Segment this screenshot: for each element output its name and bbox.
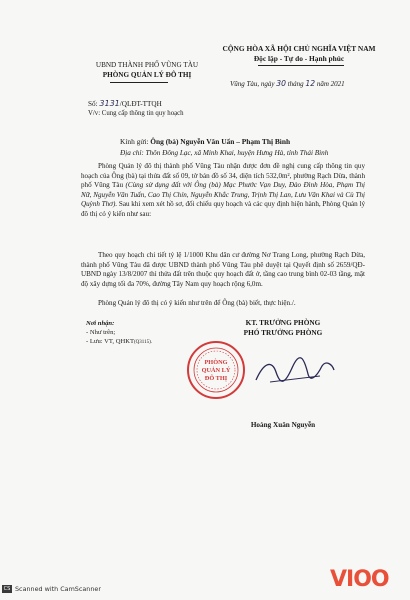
scanner-text: Scanned with CamScanner xyxy=(15,585,101,593)
handwritten-signature-icon xyxy=(250,352,340,392)
signer-name: Hoàng Xuân Nguyễn xyxy=(250,421,316,429)
recipient-item: - Lưu: VT, QHKT(Q3115). xyxy=(86,338,153,345)
recipient-address: Địa chỉ: Thôn Đông Lạc, xã Minh Khai, huyện Hưng Hà, tỉnh Thái Bình xyxy=(120,149,329,157)
nation-line-2: Độc lập - Tự do - Hạnh phúc xyxy=(253,53,345,63)
signature-title-2: PHÓ TRƯỞNG PHÒNG xyxy=(243,327,323,337)
seal-text-line-3: ĐÔ THỊ xyxy=(204,375,228,382)
greeting: Kính gửi: Ông (bà) Nguyễn Văn Uẩn – Phạm Thị Bình xyxy=(120,137,291,146)
seal-text-line-2: QUẢN LÝ xyxy=(201,367,231,374)
recipient-name: Ông (bà) Nguyễn Văn Uẩn – Phạm Thị Bình xyxy=(150,137,291,146)
nation-line-1: CỘNG HÒA XÃ HỘI CHỦ NGHĨA VIỆT NAM xyxy=(222,44,376,53)
org-line-2: PHÒNG QUẢN LÝ ĐÔ THỊ xyxy=(102,70,192,79)
signature-block xyxy=(208,318,358,337)
national-motto xyxy=(214,44,384,63)
camscanner-icon: CS xyxy=(3,586,11,592)
paragraph-3: Phòng Quản lý đô thị có ý kiến như trên để Ông (bà) biết, thực hiện./. xyxy=(98,299,296,307)
official-seal-icon xyxy=(186,340,246,400)
document-subject: V/v: Cung cấp thông tin quy hoạch xyxy=(88,110,184,117)
document-date: Vũng Tàu, ngày 30 tháng 12 năm 2021 xyxy=(230,79,345,88)
nation-underline xyxy=(258,65,344,66)
seal-text-line-1: PHÒNG xyxy=(204,359,228,366)
recipients-title: Nơi nhận: xyxy=(86,320,115,327)
paragraph-2: Theo quy hoạch chi tiết tỷ lệ 1/1000 Khu dân cư đường Nơ Trang Long, phường Rạch Dừa, thành phố Vũng Tàu đã được UBND thành phố Vũng Tàu phê duyệt tại Quyết định số 2659/QĐ-UBND ngày 13/8/2007 thì thửa đất trên thuộc quy hoạch đất ở, tầng cao trung bình 02-03 tầng, mật độ xây dựng tối đa 70%, đường Tây Nam quy hoạch rộng 6,0m. xyxy=(81,251,365,288)
brand-logo: VIOO xyxy=(330,567,389,592)
recipient-item: - Như trên; xyxy=(86,329,116,336)
handwritten-number: 3131 xyxy=(99,99,120,108)
paragraph-1: Phòng Quản lý đô thị thành phố Vũng Tàu nhận được đơn đề nghị cung cấp thông tin quy hoạch của Ông (bà) tại thửa đất số 09, tờ bản đồ số 34, diện tích 532,0m², phường Rạch Dừa, thành phố Vũng Tàu (Cùng sử dụng đất với Ông (bà) Mạc Phước Vạn Duy, Đào Đình Hòa, Phạm Thị Nữ, Nguyễn Văn Tuấn, Cao Thị Chín, Nguyễn Khắc Trung, Trịnh Thị Lan, Lưu Văn Khai và Cù Thị Quỳnh Thơ). Sau khi xem xét hồ sơ, đối chiếu quy hoạch và các quy định hiện hành, Phòng Quản lý đô thị có ý kiến như sau: xyxy=(81,162,365,218)
date-day: 30 xyxy=(276,79,286,88)
signature-title-1: KT. TRƯỞNG PHÒNG xyxy=(245,318,321,327)
document-number: Số: 3131/QLĐT-TTQH xyxy=(88,99,162,108)
date-month: 12 xyxy=(305,79,316,88)
issuing-organization xyxy=(72,61,222,80)
org-underline xyxy=(110,82,168,83)
recipients-list xyxy=(86,319,152,347)
scanner-footer xyxy=(2,585,101,593)
org-line-1: UBND THÀNH PHỐ VŨNG TÀU xyxy=(95,61,199,69)
